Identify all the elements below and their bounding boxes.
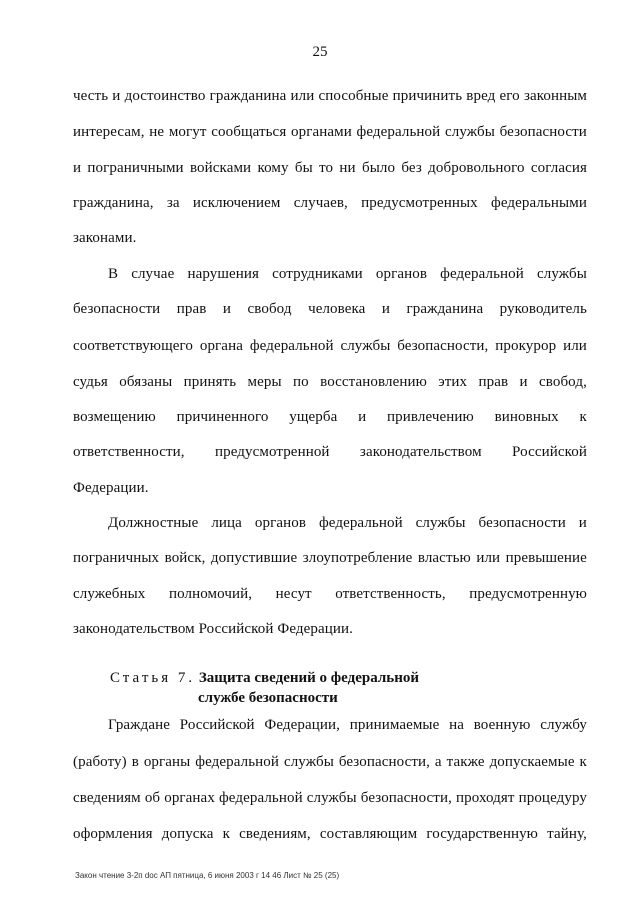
word: свобод: [247, 301, 292, 317]
word: или: [563, 338, 587, 354]
article-label: Статья 7.: [110, 670, 196, 686]
article-title-continued: службе безопасности: [198, 690, 338, 706]
word: допускаемые: [489, 754, 575, 770]
word: или: [476, 550, 501, 566]
word: прав: [478, 374, 509, 390]
word: добровольного: [428, 160, 525, 176]
text-line: [73, 195, 587, 212]
text-line: [73, 374, 587, 391]
word: законным: [523, 88, 587, 104]
word: составляющим: [319, 826, 418, 842]
word: тайну,: [547, 826, 587, 842]
word: службы: [306, 790, 357, 806]
word: органа: [199, 338, 243, 354]
word: органы: [143, 754, 191, 770]
word: злоупотребление: [302, 550, 413, 566]
text-line: [73, 338, 587, 355]
word: а: [434, 754, 442, 770]
word: или: [290, 88, 315, 104]
word: военную: [473, 717, 531, 733]
word: обязаны: [119, 374, 173, 390]
word: допуска: [161, 826, 214, 842]
word: службы: [445, 124, 495, 140]
word: могут: [168, 124, 207, 140]
text-line: [73, 826, 587, 843]
word: гражданина: [209, 88, 287, 104]
word: восстановлению: [320, 374, 427, 390]
word: судья: [73, 374, 108, 390]
word: прав: [176, 301, 207, 317]
footer-note: Закон чтение 3-2п doc АП пятница, 6 июня 2003 г 14 46 Лист № 25 (25): [75, 871, 340, 880]
word: бы: [294, 160, 313, 176]
word: за: [166, 195, 180, 211]
word: этих: [438, 374, 468, 390]
word: меры: [247, 374, 282, 390]
word: безопасности,: [360, 790, 452, 806]
word: виновных: [494, 409, 559, 425]
word: В: [108, 266, 119, 282]
word: федеральной: [356, 124, 441, 140]
word: без: [401, 160, 422, 176]
word: федеральной: [218, 790, 303, 806]
word: привлечению: [387, 409, 474, 425]
word: прокурор: [495, 338, 557, 354]
word: сотрудниками: [272, 266, 363, 282]
word: причинить: [392, 88, 463, 104]
word: соответствующего: [73, 338, 193, 354]
word: безопасности: [73, 301, 161, 317]
word: безопасности: [478, 515, 566, 531]
word: полномочий,: [168, 586, 253, 602]
text-line: [73, 444, 587, 461]
word: войск,: [164, 550, 206, 566]
word: проходят: [456, 790, 515, 806]
word: ущерба: [289, 409, 338, 425]
text-line: [73, 790, 587, 807]
word: законодательством: [359, 444, 482, 460]
word: превышение: [505, 550, 587, 566]
word: органами: [291, 124, 352, 140]
word: интересам,: [73, 124, 145, 140]
word: службы: [537, 266, 587, 282]
article-title: Защита сведений о федеральной: [198, 670, 419, 686]
word: несут: [275, 586, 312, 602]
word: случае: [131, 266, 175, 282]
word: возмещению: [73, 409, 156, 425]
page-number: 25: [312, 44, 328, 60]
word: гражданина: [406, 301, 484, 317]
text-line: [73, 550, 587, 567]
word: ответственность,: [335, 586, 446, 602]
text-line: законодательством Российской Федерации.: [73, 621, 353, 637]
word: принять: [183, 374, 237, 390]
word: человека: [308, 301, 366, 317]
word: ни: [339, 160, 356, 176]
word: причиненного: [176, 409, 269, 425]
word: и: [578, 515, 587, 531]
word: безопасности,: [397, 338, 489, 354]
text-line: [73, 160, 587, 177]
word: исключением: [192, 195, 281, 211]
word: свобод,: [539, 374, 587, 390]
word: руководитель: [499, 301, 587, 317]
word: на: [449, 717, 464, 733]
word: к: [579, 409, 587, 425]
word: службы: [340, 338, 391, 354]
text-line: [108, 515, 587, 532]
word: служебных: [73, 586, 146, 602]
word: органов: [375, 266, 428, 282]
word: и: [73, 160, 82, 176]
word: предусмотренную: [469, 586, 587, 602]
text-line: [73, 586, 587, 603]
word: процедуру: [518, 790, 587, 806]
word: федеральной: [195, 754, 280, 770]
word: принимаемые: [349, 717, 440, 733]
word: предусмотренных: [361, 195, 478, 211]
word: лица: [211, 515, 242, 531]
word: безопасности,: [338, 754, 430, 770]
word: службу: [540, 717, 587, 733]
word: войсками: [189, 160, 252, 176]
word: согласия: [530, 160, 587, 176]
word: оформления: [73, 826, 153, 842]
word: и: [112, 88, 121, 104]
word: и: [519, 374, 528, 390]
word: об: [144, 790, 161, 806]
text-line: Федерации.: [73, 480, 149, 496]
word: пограничными: [87, 160, 184, 176]
word: достоинство: [124, 88, 206, 104]
text-line: [73, 754, 587, 771]
text-line: [73, 409, 587, 426]
word: честь: [73, 88, 109, 104]
word: федеральной: [249, 338, 334, 354]
word: также: [446, 754, 485, 770]
word: (работу): [73, 754, 127, 770]
word: в: [131, 754, 139, 770]
word: кому: [257, 160, 289, 176]
text-line: [73, 124, 587, 141]
word: способные: [318, 88, 389, 104]
word: не: [149, 124, 165, 140]
word: по: [293, 374, 309, 390]
word: то: [319, 160, 334, 176]
word: Граждане: [108, 717, 171, 733]
word: федеральной: [440, 266, 524, 282]
word: службы: [415, 515, 466, 531]
word: к: [222, 826, 231, 842]
text-line: законами.: [73, 230, 137, 246]
word: нарушения: [187, 266, 259, 282]
word: Должностные: [108, 515, 199, 531]
word: Российской: [179, 717, 255, 733]
word: властью: [417, 550, 471, 566]
word: ответственности,: [73, 444, 185, 460]
word: к: [579, 754, 587, 770]
text-line: [108, 266, 587, 283]
word: органов: [254, 515, 307, 531]
word: было: [361, 160, 396, 176]
word: федеральной: [318, 515, 403, 531]
word: безопасности: [499, 124, 587, 140]
word: его: [499, 88, 520, 104]
article-heading: [110, 670, 419, 687]
word: государственную: [426, 826, 538, 842]
word: сообщаться: [211, 124, 287, 140]
word: случаев,: [293, 195, 348, 211]
word: службы: [283, 754, 334, 770]
word: и: [222, 301, 232, 317]
word: вред: [466, 88, 496, 104]
word: органах: [164, 790, 215, 806]
text-line: [73, 301, 587, 318]
word: федеральными: [491, 195, 587, 211]
word: сведениям: [73, 790, 141, 806]
word: Российской: [512, 444, 587, 460]
word: пограничных: [73, 550, 160, 566]
text-line: [73, 88, 587, 105]
word: Федерации,: [264, 717, 340, 733]
text-line: [108, 717, 587, 734]
word: гражданина,: [73, 195, 154, 211]
word: предусмотренной: [215, 444, 330, 460]
word: и: [358, 409, 367, 425]
word: допустившие: [210, 550, 298, 566]
word: и: [381, 301, 391, 317]
word: сведениям,: [239, 826, 311, 842]
